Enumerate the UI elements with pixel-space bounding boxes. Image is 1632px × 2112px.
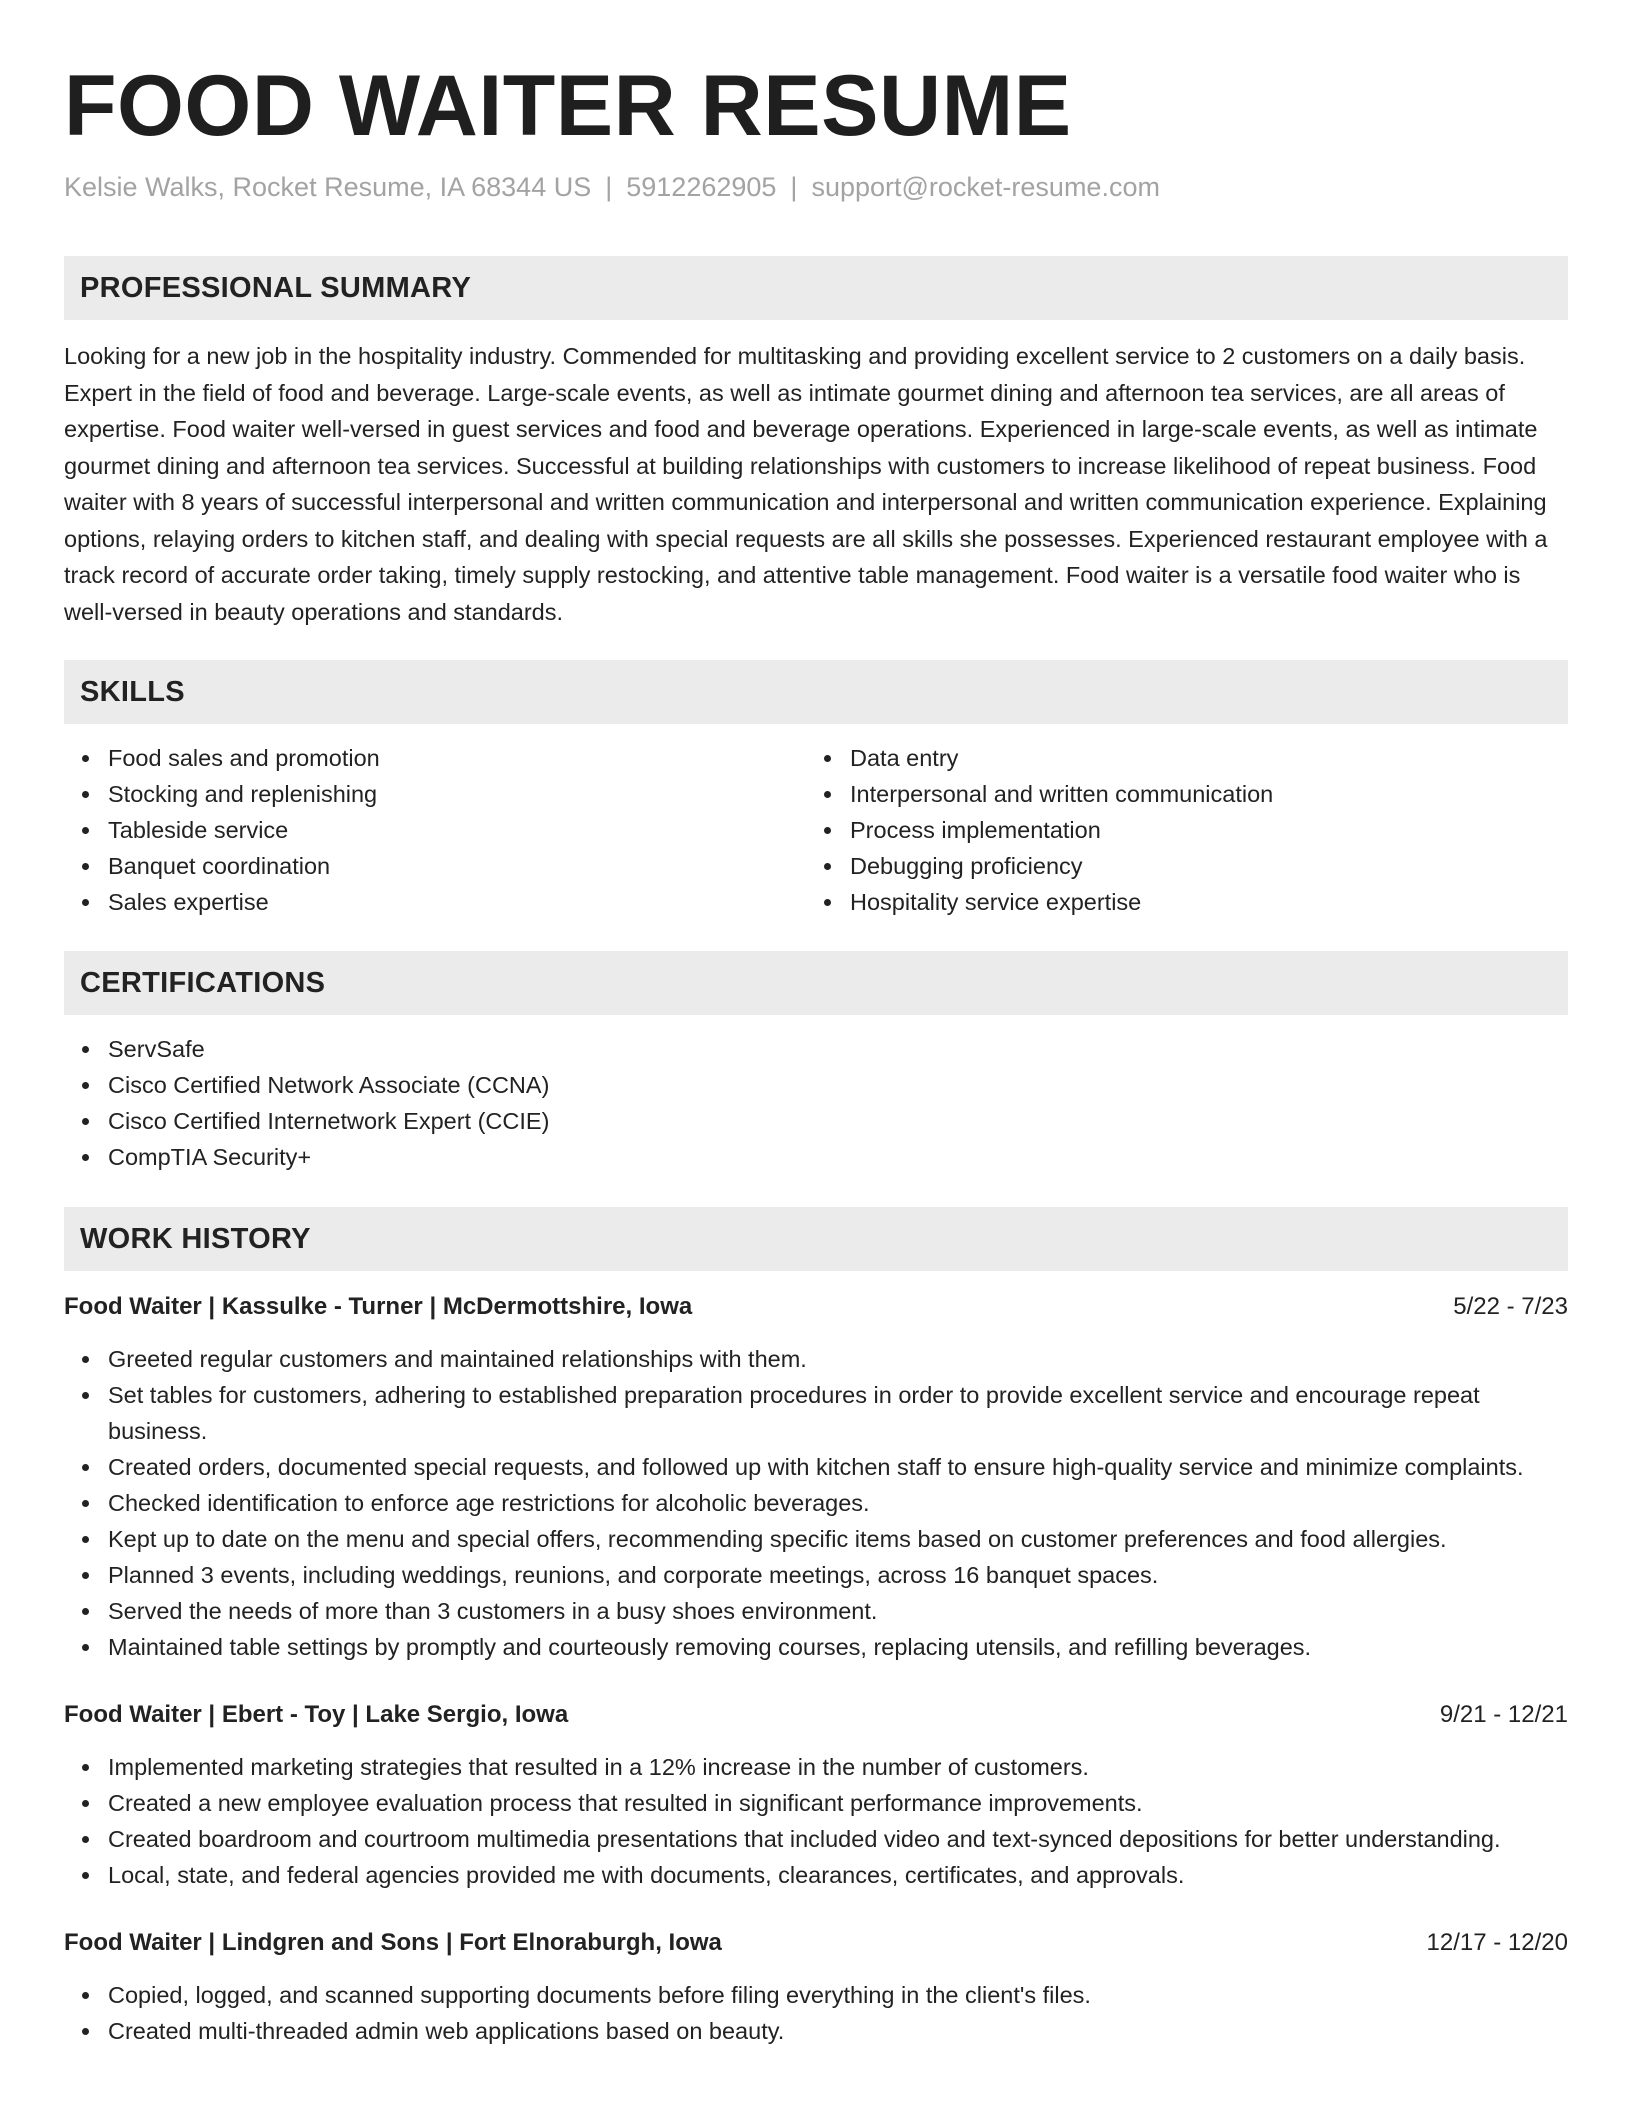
job-dates: 9/21 - 12/21 <box>1439 1701 1568 1728</box>
certification-item: Cisco Certified Internetwork Expert (CCIE) <box>64 1103 1568 1139</box>
certification-item: Cisco Certified Network Associate (CCNA) <box>64 1067 1568 1103</box>
certification-item: CompTIA Security+ <box>64 1139 1568 1175</box>
job-entry <box>64 1925 1568 2049</box>
job-duty-item: Kept up to date on the menu and special offers, recommending specific items based on customer preferences and food allergies. <box>64 1521 1568 1557</box>
certifications-list <box>64 1031 1568 1175</box>
summary-heading: PROFESSIONAL SUMMARY <box>64 256 1568 320</box>
skill-item: Interpersonal and written communication <box>806 776 1548 812</box>
skills-left-list <box>64 740 806 920</box>
skills-right-list <box>806 740 1548 920</box>
job-duty-item: Greeted regular customers and maintained relationships with them. <box>64 1341 1568 1377</box>
job-duty-item: Created a new employee evaluation process that resulted in significant performance improvements. <box>64 1785 1568 1821</box>
job-title: Food Waiter | Kassulke - Turner | McDermottshire, Iowa <box>64 1293 693 1320</box>
skill-item: Hospitality service expertise <box>806 884 1548 920</box>
skill-item: Food sales and promotion <box>64 740 806 776</box>
job-duties-list <box>64 1341 1568 1665</box>
job-duties-list <box>64 1749 1568 1893</box>
job-header <box>64 1925 1568 1961</box>
skills-heading: SKILLS <box>64 660 1568 724</box>
job-duty-item: Set tables for customers, adhering to established preparation procedures in order to provide excellent service and encourage repeat business. <box>64 1377 1568 1449</box>
job-dates: 5/22 - 7/23 <box>1453 1293 1568 1320</box>
job-duty-item: Planned 3 events, including weddings, reunions, and corporate meetings, across 16 banquet spaces. <box>64 1557 1568 1593</box>
skill-item: Sales expertise <box>64 884 806 920</box>
contact-separator: | <box>790 172 798 202</box>
skills-grid <box>64 740 1568 920</box>
certifications-heading: CERTIFICATIONS <box>64 951 1568 1015</box>
skill-item: Stocking and replenishing <box>64 776 806 812</box>
job-entry <box>64 1289 1568 1665</box>
certification-item: ServSafe <box>64 1031 1568 1067</box>
job-title: Food Waiter | Lindgren and Sons | Fort Elnoraburgh, Iowa <box>64 1929 722 1956</box>
resume-page <box>64 0 1568 2049</box>
job-duty-item: Copied, logged, and scanned supporting documents before filing everything in the client's files. <box>64 1977 1568 2013</box>
job-duty-item: Served the needs of more than 3 customers in a busy shoes environment. <box>64 1593 1568 1629</box>
job-duty-item: Maintained table settings by promptly and courteously removing courses, replacing utensils, and refilling beverages. <box>64 1629 1568 1665</box>
job-duties-list <box>64 1977 1568 2049</box>
job-duty-item: Implemented marketing strategies that resulted in a 12% increase in the number of customers. <box>64 1749 1568 1785</box>
skill-item: Data entry <box>806 740 1548 776</box>
skill-item: Tableside service <box>64 812 806 848</box>
job-header <box>64 1697 1568 1733</box>
job-dates: 12/17 - 12/20 <box>1426 1929 1568 1956</box>
job-duty-item: Checked identification to enforce age restrictions for alcoholic beverages. <box>64 1485 1568 1521</box>
contact-email: support@rocket-resume.com <box>811 172 1160 202</box>
job-duty-item: Created multi-threaded admin web applications based on beauty. <box>64 2013 1568 2049</box>
work-history-heading: WORK HISTORY <box>64 1207 1568 1271</box>
job-title: Food Waiter | Ebert - Toy | Lake Sergio, Iowa <box>64 1701 569 1728</box>
contact-line <box>64 170 1568 204</box>
skill-item: Banquet coordination <box>64 848 806 884</box>
resume-title: FOOD WAITER RESUME <box>64 58 1072 154</box>
job-duty-item: Created orders, documented special requests, and followed up with kitchen staff to ensure high-quality service and minimize complaints. <box>64 1449 1568 1485</box>
skill-item: Process implementation <box>806 812 1548 848</box>
job-entry <box>64 1697 1568 1893</box>
job-duty-item: Created boardroom and courtroom multimedia presentations that included video and text-synced depositions for better understanding. <box>64 1821 1568 1857</box>
contact-separator: | <box>605 172 613 202</box>
summary-text: Looking for a new job in the hospitality industry. Commended for multitasking and providing excellent service to 2 customers on a daily basis. Expert in the field of food and beverage. Large-scale events, as well as intimate gourmet dining and afternoon tea services, are all areas of expertise. Food waiter well-versed in guest services and food and beverage operations. Experienced in large-scale events, as well as intimate gourmet dining and afternoon tea services. Successful at building relationships with customers to increase likelihood of repeat business. Food waiter with 8 years of successful interpersonal and written communication and interpersonal and written communication experience. Explaining options, relaying orders to kitchen staff, and dealing with special requests are all skills she possesses. Experienced restaurant employee with a track record of accurate order taking, timely supply restocking, and attentive table management. Food waiter is a versatile food waiter who is well-versed in beauty operations and standards. <box>64 343 1548 625</box>
job-header <box>64 1289 1568 1325</box>
contact-phone: 5912262905 <box>626 172 777 202</box>
job-duty-item: Local, state, and federal agencies provided me with documents, clearances, certificates, and approvals. <box>64 1857 1568 1893</box>
contact-address: Kelsie Walks, Rocket Resume, IA 68344 US <box>64 172 592 202</box>
skill-item: Debugging proficiency <box>806 848 1548 884</box>
